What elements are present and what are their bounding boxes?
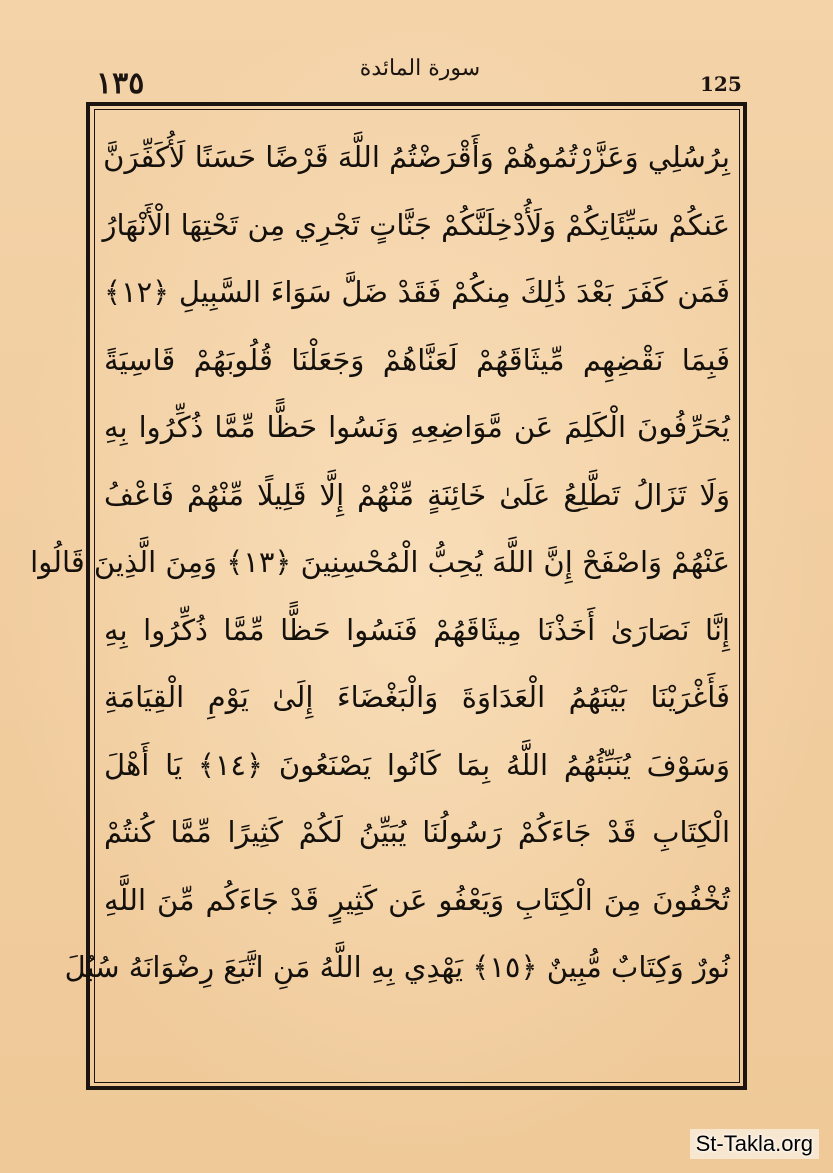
text-line: الْكِتَابِ قَدْ جَاءَكُمْ رَسُولُنَا يُبَيِّنُ لَكُمْ كَثِيرًا مِّمَّا كُنتُمْ (104, 815, 730, 849)
text-line: عَنْهُمْ وَاصْفَحْ إِنَّ اللَّهَ يُحِبُّ الْمُحْسِنِينَ ﴿١٣﴾ وَمِنَ الَّذِينَ قَالُوا (30, 545, 730, 579)
text-line: إِنَّا نَصَارَىٰ أَخَذْنَا مِيثَاقَهُمْ فَنَسُوا حَظًّا مِّمَّا ذُكِّرُوا بِهِ (104, 612, 730, 647)
text-line: وَلَا تَزَالُ تَطَّلِعُ عَلَىٰ خَائِنَةٍ مِّنْهُمْ إِلَّا قَلِيلًا مِّنْهُمْ فَاعْفُ (104, 477, 730, 512)
text-line: فَأَغْرَيْنَا بَيْنَهُمُ الْعَدَاوَةَ وَالْبَغْضَاءَ إِلَىٰ يَوْمِ الْقِيَامَةِ (104, 680, 730, 714)
page-number-arabic: ١٣٥ (96, 66, 145, 101)
text-line: عَنكُمْ سَيِّئَاتِكُمْ وَلَأُدْخِلَنَّكُمْ جَنَّاتٍ تَجْرِي مِن تَحْتِهَا الْأَنْهَارُ (102, 207, 730, 242)
text-line: بِرُسُلِي وَعَزَّرْتُمُوهُمْ وَأَقْرَضْتُمُ اللَّهَ قَرْضًا حَسَنًا لَأُكَفِّرَنَّ (103, 140, 730, 174)
text-line: فَبِمَا نَقْضِهِم مِّيثَاقَهُمْ لَعَنَّاهُمْ وَجَعَلْنَا قُلُوبَهُمْ قَاسِيَةً (104, 342, 730, 377)
surah-title: سورة المائدة (359, 56, 481, 81)
page-number-latin: 125 (700, 72, 742, 96)
text-line: يُحَرِّفُونَ الْكَلِمَ عَن مَّوَاضِعِهِ وَنَسُوا حَظًّا مِّمَّا ذُكِّرُوا بِهِ (104, 410, 730, 444)
text-line: فَمَن كَفَرَ بَعْدَ ذَٰلِكَ مِنكُمْ فَقَدْ ضَلَّ سَوَاءَ السَّبِيلِ ﴿١٢﴾ (104, 275, 730, 309)
text-line: نُورٌ وَكِتَابٌ مُّبِينٌ ﴿١٥﴾ يَهْدِي بِهِ اللَّهُ مَنِ اتَّبَعَ رِضْوَانَهُ سُبُلَ (64, 950, 730, 984)
text-line: وَسَوْفَ يُنَبِّئُهُمُ اللَّهُ بِمَا كَانُوا يَصْنَعُونَ ﴿١٤﴾ يَا أَهْلَ (104, 747, 730, 782)
text-line: تُخْفُونَ مِنَ الْكِتَابِ وَيَعْفُو عَن كَثِيرٍ قَدْ جَاءَكُم مِّنَ اللَّهِ (104, 882, 730, 917)
quran-text-block (30, 124, 730, 1074)
site-watermark: St-Takla.org (690, 1129, 819, 1159)
